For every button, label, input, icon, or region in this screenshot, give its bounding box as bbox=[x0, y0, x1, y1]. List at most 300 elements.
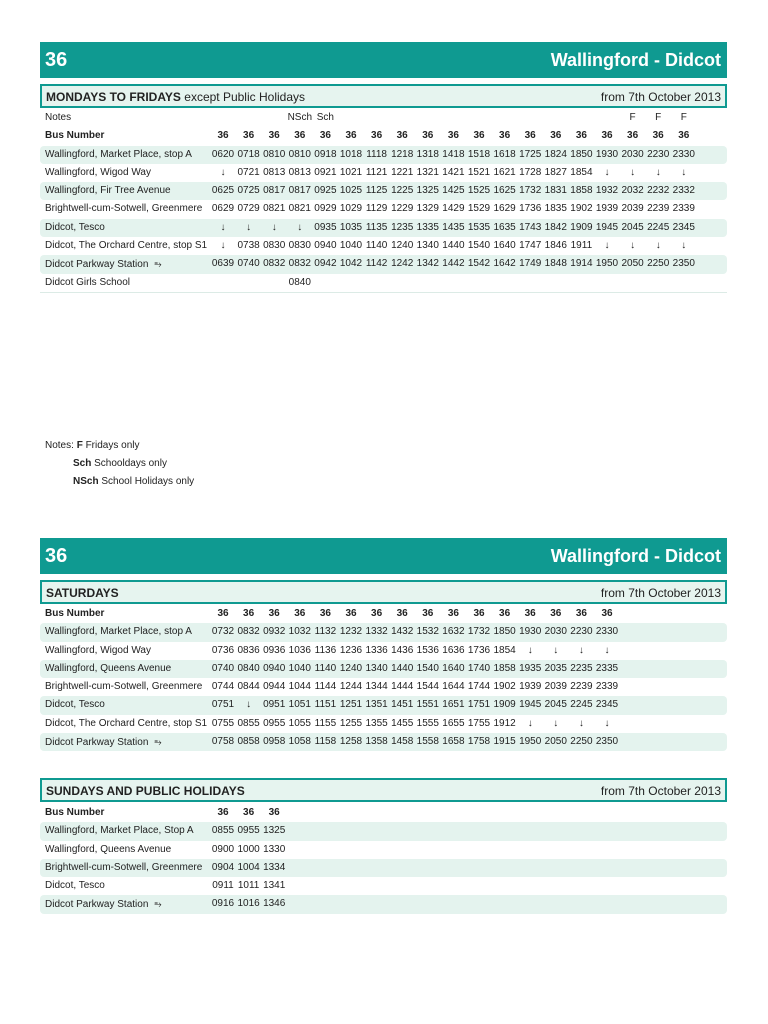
route-number: 36 bbox=[45, 49, 68, 71]
stop-row bbox=[40, 642, 727, 660]
day-label: MONDAYS TO FRIDAYS bbox=[46, 90, 181, 104]
stop-row bbox=[40, 146, 727, 164]
time-cell: 0755 bbox=[211, 717, 235, 729]
time-cell: 1651 bbox=[442, 699, 465, 711]
time-cell: ↓ bbox=[578, 644, 584, 656]
time-cell: ↓ bbox=[681, 240, 687, 252]
time-cell: 2032 bbox=[621, 185, 644, 197]
time-cell: 1644 bbox=[442, 681, 465, 693]
time-cell: 0817 bbox=[263, 185, 286, 197]
time-cell: 1029 bbox=[339, 203, 363, 215]
time-cell: 0955 bbox=[237, 825, 260, 837]
time-cell: 1854 bbox=[493, 644, 516, 656]
time-cell: 1418 bbox=[442, 148, 465, 160]
time-cell: ↓ bbox=[246, 699, 252, 711]
time-cell: 36 bbox=[627, 130, 639, 142]
time-cell: ↓ bbox=[220, 221, 226, 233]
time-cell: 1142 bbox=[365, 258, 388, 270]
time-cell: 1021 bbox=[339, 166, 363, 178]
time-cell: 1932 bbox=[595, 185, 619, 197]
row-label bbox=[45, 623, 192, 641]
time-cell: 0758 bbox=[211, 736, 235, 748]
time-cell: 1636 bbox=[442, 644, 465, 656]
row-label bbox=[45, 715, 207, 733]
time-cell: 1344 bbox=[365, 681, 388, 693]
time-cell: 1858 bbox=[570, 185, 593, 197]
saturday-day-header bbox=[40, 580, 727, 604]
time-cell: 1258 bbox=[339, 736, 363, 748]
time-cell: 1629 bbox=[493, 203, 516, 215]
time-cell: 1332 bbox=[365, 626, 388, 638]
time-cell: 1221 bbox=[391, 166, 414, 178]
time-cell: 1421 bbox=[442, 166, 465, 178]
stop-name: Brightwell-cum-Sotwell, Greenmere bbox=[45, 681, 203, 693]
row-label bbox=[45, 895, 162, 914]
time-cell: 0740 bbox=[211, 662, 235, 674]
from-date: from 7th October 2013 bbox=[600, 90, 721, 104]
time-cell: 1336 bbox=[365, 644, 388, 656]
stop-name: Bus Number bbox=[45, 130, 105, 142]
time-cell: 0855 bbox=[211, 825, 235, 837]
time-cell: 1035 bbox=[339, 221, 363, 233]
stop-name: Wallingford, Fir Tree Avenue bbox=[45, 185, 171, 197]
time-cell: 0958 bbox=[263, 736, 286, 748]
time-cell: 1436 bbox=[391, 644, 414, 656]
time-cell: 2345 bbox=[595, 699, 619, 711]
stop-name: Bus Number bbox=[45, 608, 105, 619]
time-cell: 1004 bbox=[237, 861, 260, 873]
time-cell: 1939 bbox=[595, 203, 619, 215]
row-label bbox=[45, 733, 162, 752]
time-cell: 36 bbox=[371, 608, 383, 619]
time-cell: 2339 bbox=[672, 203, 695, 215]
stop-name: Notes bbox=[45, 112, 72, 123]
stop-name: Wallingford, Market Place, stop A bbox=[45, 148, 192, 160]
row-label bbox=[45, 605, 104, 623]
stop-row bbox=[40, 859, 727, 877]
time-cell: 1036 bbox=[288, 644, 311, 656]
time-cell: 0858 bbox=[237, 736, 260, 748]
time-cell: 0900 bbox=[211, 843, 235, 855]
time-cell: 0821 bbox=[288, 203, 311, 215]
time-cell: ↓ bbox=[246, 221, 252, 233]
time-cell: 1950 bbox=[595, 258, 619, 270]
time-cell: 1451 bbox=[391, 699, 414, 711]
time-cell: 2350 bbox=[672, 258, 695, 270]
weekday-day-header bbox=[40, 84, 727, 108]
time-cell: 1535 bbox=[467, 221, 491, 233]
row-label bbox=[45, 660, 171, 678]
time-cell: 1158 bbox=[314, 736, 337, 748]
time-cell: 1558 bbox=[416, 736, 439, 748]
row-label bbox=[45, 200, 202, 218]
time-cell: 1435 bbox=[442, 221, 465, 233]
time-cell: 1902 bbox=[570, 203, 593, 215]
time-cell: 36 bbox=[499, 608, 511, 619]
time-cell: 2030 bbox=[544, 626, 567, 638]
time-cell: 36 bbox=[294, 608, 306, 619]
time-cell: 0840 bbox=[288, 276, 311, 288]
time-cell: 1458 bbox=[391, 736, 414, 748]
stop-name: Wallingford, Market Place, Stop A bbox=[45, 825, 194, 837]
row-label bbox=[45, 219, 105, 237]
time-cell: 0940 bbox=[314, 240, 337, 252]
time-cell: 1321 bbox=[416, 166, 439, 178]
time-cell: 2235 bbox=[570, 662, 593, 674]
time-cell: 0936 bbox=[263, 644, 286, 656]
time-cell: 36 bbox=[243, 130, 255, 142]
row-label bbox=[45, 127, 104, 145]
time-cell: 0929 bbox=[314, 203, 337, 215]
time-cell: 2335 bbox=[595, 662, 619, 674]
time-cell: 36 bbox=[550, 130, 562, 142]
time-cell: 2332 bbox=[672, 185, 695, 197]
time-cell: 2039 bbox=[621, 203, 644, 215]
time-cell: ↓ bbox=[553, 644, 559, 656]
time-cell: 1747 bbox=[519, 240, 542, 252]
stop-name: Didcot, Tesco bbox=[45, 221, 105, 233]
time-cell: 1551 bbox=[416, 699, 439, 711]
time-cell: 1040 bbox=[288, 662, 311, 674]
row-label bbox=[45, 696, 105, 714]
weekday-route-banner bbox=[40, 42, 727, 78]
time-cell: 1016 bbox=[237, 898, 260, 910]
time-cell: 0951 bbox=[263, 699, 286, 711]
stop-name: Wallingford, Queens Avenue bbox=[45, 662, 172, 674]
time-cell: 1121 bbox=[365, 166, 388, 178]
time-cell: 36 bbox=[345, 130, 357, 142]
time-cell: 2230 bbox=[570, 626, 593, 638]
time-cell: NSch bbox=[287, 112, 313, 123]
time-cell: 2239 bbox=[570, 681, 593, 693]
time-cell: 1330 bbox=[263, 843, 286, 855]
time-cell: 1835 bbox=[544, 203, 567, 215]
time-cell: 0810 bbox=[263, 148, 286, 160]
time-cell: 1655 bbox=[442, 717, 465, 729]
time-cell: 1011 bbox=[237, 880, 260, 892]
stop-row bbox=[40, 733, 727, 751]
time-cell: 2030 bbox=[621, 148, 644, 160]
time-cell: 0813 bbox=[288, 166, 311, 178]
stop-row bbox=[40, 182, 727, 200]
time-cell: 1736 bbox=[467, 644, 491, 656]
notes-title: Notes: bbox=[45, 440, 74, 451]
row-label bbox=[45, 877, 105, 895]
time-cell: 1318 bbox=[416, 148, 439, 160]
time-cell: 36 bbox=[345, 608, 357, 619]
time-cell: 1555 bbox=[416, 717, 439, 729]
time-cell: F bbox=[680, 112, 687, 123]
time-cell: 36 bbox=[601, 608, 613, 619]
time-cell: 1640 bbox=[442, 662, 465, 674]
time-cell: 1518 bbox=[467, 148, 491, 160]
time-cell: 1440 bbox=[391, 662, 414, 674]
time-cell: 1144 bbox=[314, 681, 337, 693]
row-label bbox=[45, 841, 171, 859]
time-cell: 1749 bbox=[519, 258, 542, 270]
rail-icon: ⥱ bbox=[154, 737, 162, 748]
time-cell: 0944 bbox=[263, 681, 286, 693]
note-code: NSch bbox=[73, 476, 99, 487]
time-cell: 0916 bbox=[211, 898, 235, 910]
notes-block bbox=[45, 437, 194, 491]
time-cell: 1848 bbox=[544, 258, 567, 270]
time-cell: 36 bbox=[447, 608, 459, 619]
time-cell: 1341 bbox=[263, 880, 286, 892]
time-cell: ↓ bbox=[527, 717, 533, 729]
time-cell: 1850 bbox=[493, 626, 516, 638]
day-suffix: except Public Holidays bbox=[184, 90, 305, 104]
time-cell: 1051 bbox=[288, 699, 311, 711]
time-cell: 1334 bbox=[263, 861, 286, 873]
stop-row bbox=[40, 623, 727, 641]
time-cell: 1831 bbox=[544, 185, 567, 197]
time-cell: 0832 bbox=[237, 626, 260, 638]
time-cell: 1118 bbox=[366, 148, 387, 160]
row-label bbox=[45, 804, 104, 822]
weekday-timetable bbox=[40, 109, 727, 292]
time-cell: 0718 bbox=[237, 148, 260, 160]
day-label: SUNDAYS AND PUBLIC HOLIDAYS bbox=[46, 784, 245, 798]
time-cell: 1642 bbox=[493, 258, 516, 270]
time-cell: 36 bbox=[422, 130, 434, 142]
time-cell: 1945 bbox=[595, 221, 619, 233]
stop-name: Brightwell-cum-Sotwell, Greenmere bbox=[45, 203, 203, 215]
time-cell: 1902 bbox=[493, 681, 516, 693]
stop-name: Didcot, The Orchard Centre, stop S1 bbox=[45, 240, 208, 252]
row-label bbox=[45, 859, 202, 877]
time-cell: 1751 bbox=[467, 699, 491, 711]
time-cell: 36 bbox=[396, 130, 408, 142]
time-cell: 1521 bbox=[467, 166, 491, 178]
time-cell: 1842 bbox=[544, 221, 567, 233]
notes-row bbox=[40, 109, 727, 127]
time-cell: 36 bbox=[217, 130, 229, 142]
weekday-divider bbox=[40, 292, 727, 293]
time-cell: 0736 bbox=[211, 644, 235, 656]
bus-number-row bbox=[40, 127, 727, 145]
time-cell: 0904 bbox=[211, 861, 235, 873]
route-name: Wallingford - Didcot bbox=[550, 546, 721, 566]
time-cell: 1140 bbox=[365, 240, 388, 252]
route-number: 36 bbox=[45, 545, 68, 567]
time-cell: 36 bbox=[294, 130, 306, 142]
note-text: Fridays only bbox=[85, 440, 140, 451]
time-cell: 1744 bbox=[467, 681, 491, 693]
sunday-timetable bbox=[40, 804, 727, 914]
time-cell: 1351 bbox=[365, 699, 388, 711]
stop-name: Wallingford, Wigod Way bbox=[45, 644, 151, 656]
time-cell: 2339 bbox=[595, 681, 619, 693]
time-cell: 1242 bbox=[391, 258, 414, 270]
time-cell: 1225 bbox=[391, 185, 414, 197]
note-text: School Holidays only bbox=[101, 476, 195, 487]
time-cell: 1950 bbox=[519, 736, 542, 748]
time-cell: 1625 bbox=[493, 185, 516, 197]
stop-name: Wallingford, Wigod Way bbox=[45, 166, 151, 178]
time-cell: 0942 bbox=[314, 258, 337, 270]
row-label bbox=[45, 146, 192, 164]
time-cell: F bbox=[655, 112, 662, 123]
time-cell: ↓ bbox=[220, 240, 226, 252]
time-cell: 1155 bbox=[314, 717, 337, 729]
time-cell: 1125 bbox=[365, 185, 388, 197]
time-cell: 1355 bbox=[365, 717, 388, 729]
time-cell: 1658 bbox=[442, 736, 465, 748]
stop-row bbox=[40, 164, 727, 182]
time-cell: 1218 bbox=[391, 148, 414, 160]
time-cell: 2045 bbox=[621, 221, 644, 233]
time-cell: 1542 bbox=[467, 258, 491, 270]
time-cell: 1042 bbox=[339, 258, 363, 270]
time-cell: 36 bbox=[575, 130, 587, 142]
time-cell: 0821 bbox=[263, 203, 286, 215]
saturday-timetable bbox=[40, 605, 727, 751]
note-text: Schooldays only bbox=[94, 458, 167, 469]
time-cell: 0817 bbox=[288, 185, 311, 197]
time-cell: 2330 bbox=[595, 626, 619, 638]
time-cell: 1040 bbox=[339, 240, 363, 252]
time-cell: 1442 bbox=[442, 258, 465, 270]
time-cell: 1827 bbox=[544, 166, 567, 178]
time-cell: 36 bbox=[319, 130, 331, 142]
time-cell: Sch bbox=[316, 112, 334, 123]
time-cell: 1846 bbox=[544, 240, 567, 252]
time-cell: 0830 bbox=[263, 240, 286, 252]
time-cell: 36 bbox=[652, 130, 664, 142]
row-label bbox=[45, 255, 162, 274]
time-cell: 1329 bbox=[416, 203, 439, 215]
time-cell: 1618 bbox=[493, 148, 516, 160]
time-cell: 36 bbox=[575, 608, 587, 619]
time-cell: 36 bbox=[243, 807, 255, 818]
time-cell: ↓ bbox=[604, 644, 610, 656]
time-cell: 0844 bbox=[237, 681, 260, 693]
time-cell: 1251 bbox=[339, 699, 363, 711]
time-cell: ↓ bbox=[527, 644, 533, 656]
row-label bbox=[45, 237, 207, 255]
time-cell: 36 bbox=[550, 608, 562, 619]
time-cell: 1440 bbox=[442, 240, 465, 252]
time-cell: 1018 bbox=[339, 148, 363, 160]
time-cell: 1540 bbox=[416, 662, 439, 674]
time-cell: ↓ bbox=[553, 717, 559, 729]
time-cell: 0855 bbox=[237, 717, 260, 729]
time-cell: 36 bbox=[268, 130, 280, 142]
time-cell: 1240 bbox=[339, 662, 363, 674]
time-cell: 1135 bbox=[365, 221, 388, 233]
time-cell: 0918 bbox=[314, 148, 337, 160]
stop-name: Brightwell-cum-Sotwell, Greenmere bbox=[45, 861, 203, 873]
stop-row bbox=[40, 841, 727, 859]
time-cell: ↓ bbox=[655, 166, 661, 178]
route-name: Wallingford - Didcot bbox=[550, 50, 721, 70]
time-cell: 1909 bbox=[570, 221, 593, 233]
time-cell: 0725 bbox=[237, 185, 260, 197]
rail-icon: ⥱ bbox=[154, 899, 162, 910]
time-cell: 2050 bbox=[621, 258, 644, 270]
time-cell: 36 bbox=[217, 608, 229, 619]
time-cell: 2245 bbox=[647, 221, 670, 233]
stop-name: Didcot, Tesco bbox=[45, 880, 105, 892]
stop-row bbox=[40, 678, 727, 696]
time-cell: 1939 bbox=[519, 681, 542, 693]
time-cell: 1255 bbox=[339, 717, 363, 729]
time-cell: 36 bbox=[371, 130, 383, 142]
time-cell: 2035 bbox=[544, 662, 567, 674]
time-cell: 0751 bbox=[211, 699, 235, 711]
time-cell: 0832 bbox=[263, 258, 286, 270]
saturday-route-banner bbox=[40, 538, 727, 574]
stop-name: Didcot Parkway Station bbox=[45, 259, 149, 271]
time-cell: 0840 bbox=[237, 662, 260, 674]
time-cell: 2345 bbox=[672, 221, 695, 233]
time-cell: 1335 bbox=[416, 221, 439, 233]
stop-row bbox=[40, 219, 727, 237]
time-cell: 1911 bbox=[570, 240, 593, 252]
time-cell: 2239 bbox=[647, 203, 670, 215]
time-cell: 1758 bbox=[467, 736, 491, 748]
time-cell: 1850 bbox=[570, 148, 593, 160]
time-cell: 0629 bbox=[211, 203, 235, 215]
time-cell: 1444 bbox=[391, 681, 414, 693]
time-cell: ↓ bbox=[604, 166, 610, 178]
stop-row bbox=[40, 715, 727, 733]
time-cell: 1525 bbox=[467, 185, 491, 197]
stop-name: Didcot, The Orchard Centre, stop S1 bbox=[45, 717, 208, 729]
row-label bbox=[45, 164, 151, 182]
time-cell: 0810 bbox=[288, 148, 311, 160]
time-cell: 0740 bbox=[237, 258, 260, 270]
time-cell: 1129 bbox=[365, 203, 388, 215]
time-cell: 36 bbox=[268, 608, 280, 619]
time-cell: 1725 bbox=[519, 148, 542, 160]
time-cell: 1732 bbox=[467, 626, 491, 638]
time-cell: 2045 bbox=[544, 699, 567, 711]
row-label bbox=[45, 642, 151, 660]
time-cell: 1000 bbox=[237, 843, 260, 855]
bus-number-row bbox=[40, 804, 727, 822]
from-date: from 7th October 2013 bbox=[600, 784, 721, 798]
time-cell: 36 bbox=[396, 608, 408, 619]
time-cell: 2330 bbox=[672, 148, 695, 160]
time-cell: 0955 bbox=[263, 717, 286, 729]
stop-name: Didcot Parkway Station bbox=[45, 737, 149, 749]
time-cell: 1032 bbox=[288, 626, 311, 638]
stop-row bbox=[40, 822, 727, 840]
time-cell: 0925 bbox=[314, 185, 337, 197]
time-cell: 0932 bbox=[263, 626, 286, 638]
time-cell: ↓ bbox=[271, 221, 277, 233]
time-cell: 0935 bbox=[314, 221, 337, 233]
time-cell: 1232 bbox=[339, 626, 363, 638]
time-cell: 1455 bbox=[391, 717, 414, 729]
time-cell: 1536 bbox=[416, 644, 439, 656]
time-cell: 1132 bbox=[314, 626, 337, 638]
time-cell: 36 bbox=[524, 608, 536, 619]
time-cell: ↓ bbox=[630, 240, 636, 252]
time-cell: 1740 bbox=[467, 662, 491, 674]
time-cell: 0620 bbox=[211, 148, 235, 160]
time-cell: 0940 bbox=[263, 662, 286, 674]
time-cell: 1824 bbox=[544, 148, 567, 160]
time-cell: 1342 bbox=[416, 258, 439, 270]
time-cell: 1544 bbox=[416, 681, 439, 693]
time-cell: 1728 bbox=[519, 166, 542, 178]
time-cell: 1229 bbox=[391, 203, 414, 215]
time-cell: 0744 bbox=[211, 681, 235, 693]
stop-row bbox=[40, 895, 727, 913]
